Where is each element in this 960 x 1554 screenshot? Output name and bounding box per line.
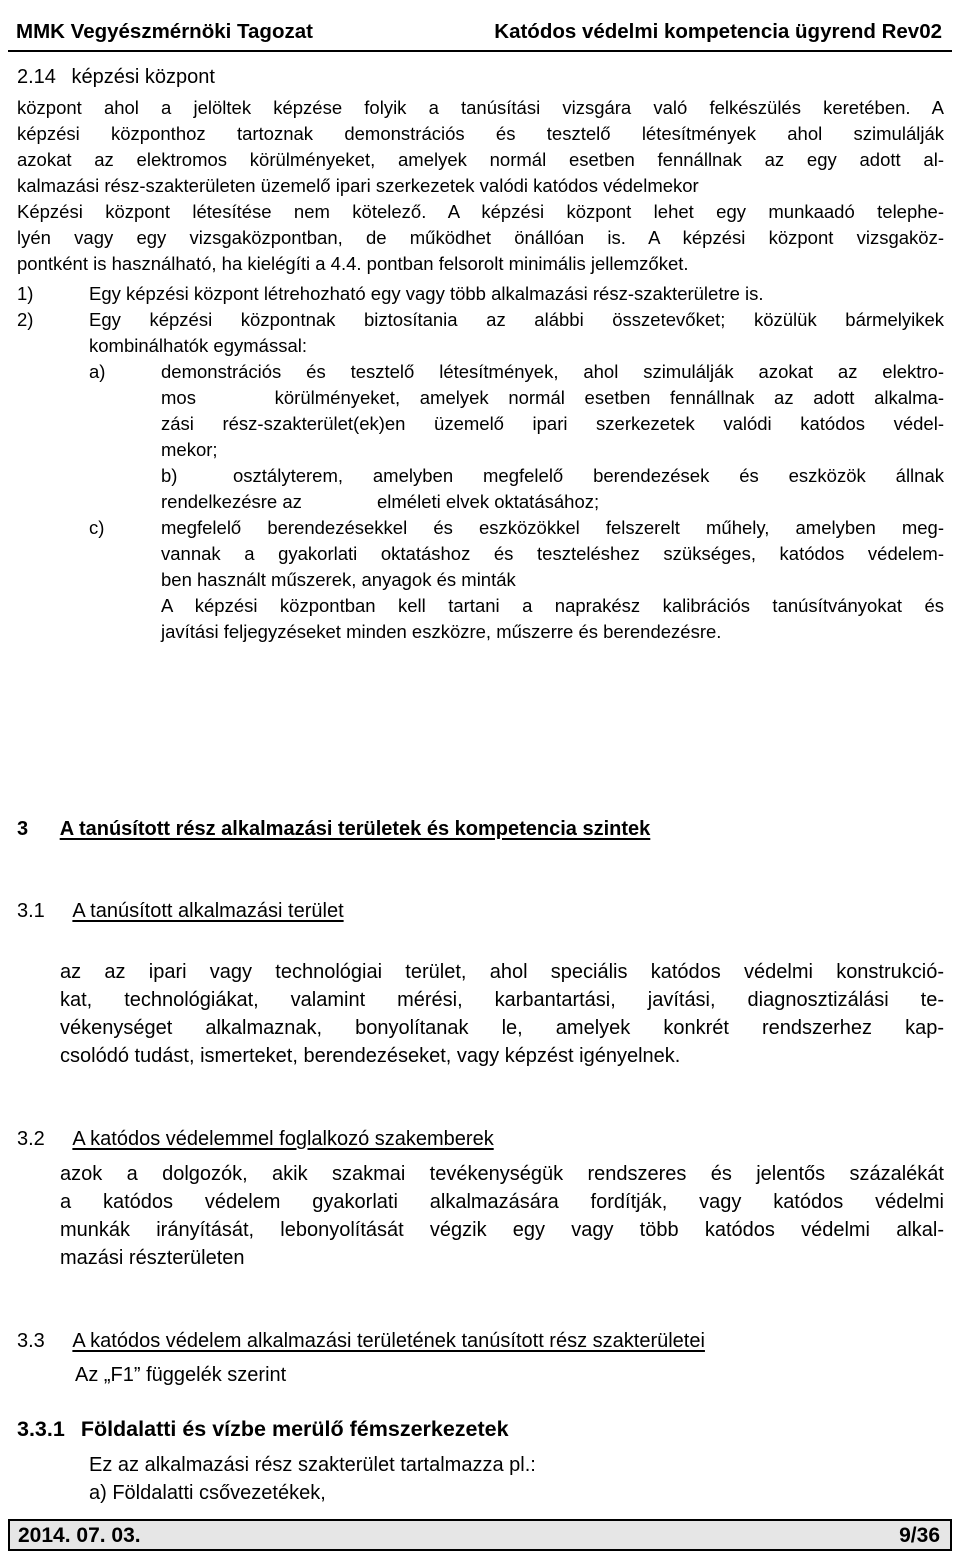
paragraph-line: kalmazási rész-szakterületen üzemelő ipari szerkezetek valódi katódos védelmekor <box>17 175 699 196</box>
list-item-text: kombinálhatók egymással: <box>89 335 307 356</box>
sub-item-text: javítási feljegyzéseket minden eszközre, műszerre és berendezésre. <box>161 621 722 642</box>
page-footer <box>8 1519 952 1551</box>
sub-item-label: c) <box>89 517 105 538</box>
section-3-2-number: 3.2 <box>17 1128 45 1150</box>
paragraph-line: képzési központhoz tartoznak demonstrációs és tesztelő létesítmények ahol szimulálják <box>17 123 944 144</box>
section-3-2-title: A katódos védelemmel foglalkozó szakemberek <box>72 1128 494 1150</box>
sub-item-text: ben használt műszerek, anyagok és minták <box>161 569 516 590</box>
sub-item-text: rendelkezésre az <box>161 491 302 512</box>
sub-item-text: osztályterem, amelyben megfelelő berendezések és eszközök állnak <box>233 465 944 486</box>
section-3-number: 3 <box>17 818 29 840</box>
page-header <box>8 14 952 52</box>
list-item-number: 1) <box>17 283 34 304</box>
paragraph-line: pontként is használható, ha kielégíti a 4.4. pontban felsorolt minimális jellemzőket. <box>17 253 689 274</box>
sub-item-text: zási rész-szakterület(ek)en üzemelő ipari szerkezetek valódi katódos védel- <box>161 413 944 434</box>
section-3-3-text: Az „F1” függelék szerint <box>75 1364 287 1386</box>
paragraph-line: mazási részterületen <box>60 1247 245 1269</box>
header-document-title: Katódos védelmi kompetencia ügyrend Rev02 <box>494 20 942 43</box>
section-3-3-1-title: Földalatti és vízbe merülő fémszerkezetek <box>80 1417 509 1441</box>
sub-item-text: mos körülményeket, amelyek normál esetben fennállnak az adott alkalma- <box>161 387 944 408</box>
section-3-3-1-heading <box>17 1416 509 1442</box>
list-item-text: Egy képzési központnak biztosítania az alábbi összetevőket; közülük bármelyikek <box>89 309 944 330</box>
paragraph-line: a katódos védelem gyakorlati alkalmazására fordítják, vagy katódos védelmi <box>60 1191 944 1213</box>
list-item-text: Egy képzési központ létrehozható egy vagy több alkalmazási rész-szakterületre is. <box>89 283 764 304</box>
section-3-1-heading <box>17 898 344 924</box>
paragraph-line: lyén vagy egy vizsgaközpontban, de működhet önállóan is. A képzési központ vizsgaköz- <box>17 227 944 248</box>
section-2-14-title: képzési központ <box>71 66 215 88</box>
section-3-3-1-text: a) Földalatti csővezetékek, <box>89 1482 326 1504</box>
section-3-3-heading <box>17 1328 705 1354</box>
header-organization: MMK Vegyészmérnöki Tagozat <box>16 20 313 43</box>
sub-item-text: megfelelő berendezésekkel és eszközökkel felszerelt műhely, amelyben meg- <box>161 517 944 538</box>
section-3-3-1-number: 3.3.1 <box>17 1417 65 1441</box>
sub-item-text: elméleti elvek oktatásához; <box>377 491 600 512</box>
section-3-3-number: 3.3 <box>17 1330 45 1352</box>
sub-item-text: A képzési központban kell tartani a naprakész kalibrációs tanúsítványokat és <box>161 595 944 616</box>
footer-date: 2014. 07. 03. <box>18 1524 141 1547</box>
paragraph-line: kat, technológiákat, valamint mérési, karbantartási, javítási, diagnosztizálási te- <box>60 989 944 1011</box>
section-3-1-title: A tanúsított alkalmazási terület <box>72 900 344 922</box>
paragraph-line: Képzési központ létesítése nem kötelező. A képzési központ lehet egy munkaadó telephe- <box>17 201 944 222</box>
section-3-3-title: A katódos védelem alkalmazási területének tanúsított rész szakterületei <box>72 1330 705 1352</box>
sub-item-text: vannak a gyakorlati oktatáshoz és teszteléshez szükséges, katódos védelem- <box>161 543 944 564</box>
section-3-1-number: 3.1 <box>17 900 45 922</box>
section-3-heading <box>17 816 650 842</box>
section-3-3-1-text: Ez az alkalmazási rész szakterület tartalmazza pl.: <box>89 1454 536 1476</box>
paragraph-line: központ ahol a jelöltek képzése folyik a tanúsítási vizsgára való felkészülés keretében. A <box>17 97 944 118</box>
sub-item-text: mekor; <box>161 439 218 460</box>
paragraph-line: az az ipari vagy technológiai terület, ahol speciális katódos védelmi konstrukció- <box>60 961 944 983</box>
section-2-14-number: 2.14 <box>17 66 56 88</box>
section-3-title: A tanúsított rész alkalmazási területek és kompetencia szintek <box>59 818 651 840</box>
paragraph-line: azokat az elektromos körülményeket, amelyek normál esetben fennállnak az egy adott al- <box>17 149 944 170</box>
section-3-2-heading <box>17 1126 494 1152</box>
sub-item-label: a) <box>89 361 106 382</box>
sub-item-text: demonstrációs és tesztelő létesítmények, ahol szimulálják azokat az elektro- <box>161 361 944 382</box>
list-item-number: 2) <box>17 309 34 330</box>
footer-page-number: 9/36 <box>899 1524 940 1547</box>
paragraph-line: munkák irányítását, lebonyolítását végzik egy vagy több katódos védelmi alkal- <box>60 1219 944 1241</box>
paragraph-line: csolódó tudást, ismerteket, berendezéseket, vagy képzést igényelnek. <box>60 1045 681 1067</box>
paragraph-line: vékenységet alkalmaznak, bonyolítanak le, amelyek konkrét rendszerhez kap- <box>60 1017 944 1039</box>
sub-item-label: b) <box>161 465 178 486</box>
section-2-14-heading <box>17 64 215 90</box>
paragraph-line: azok a dolgozók, akik szakmai tevékenységük rendszeres és jelentős százalékát <box>60 1163 944 1185</box>
